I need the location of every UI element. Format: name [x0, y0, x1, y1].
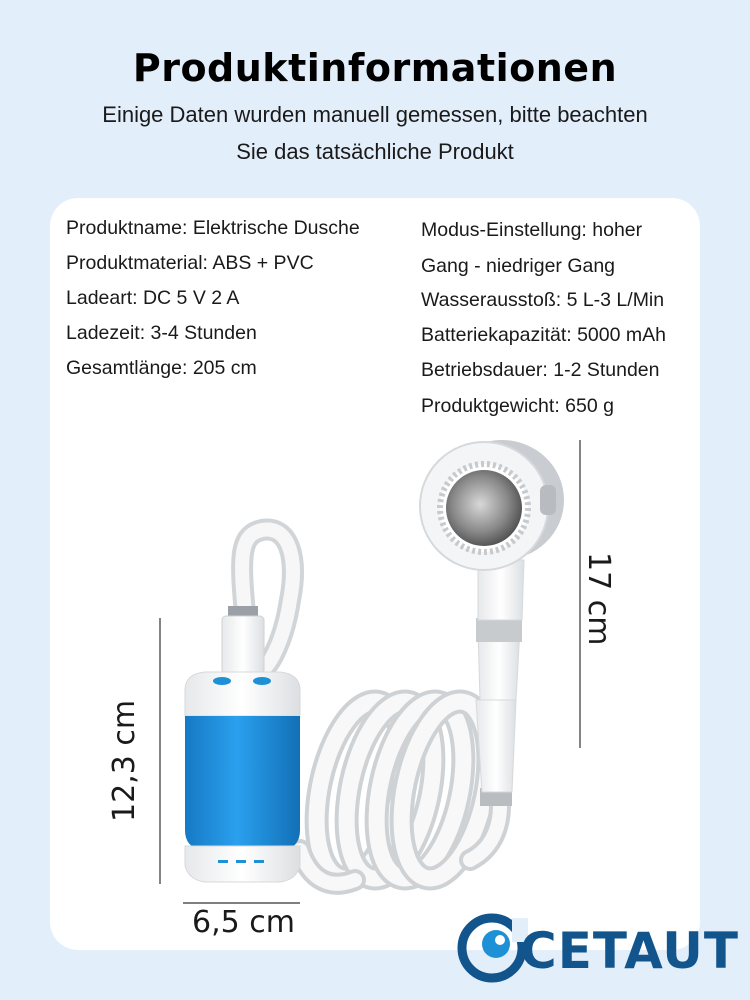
spec-total-length: Gesamtlänge: 205 cm — [66, 357, 257, 379]
subtitle-line-1: Einige Daten wurden manuell gemessen, bitte beachten — [102, 102, 648, 127]
page-title: Produktinformationen — [132, 46, 618, 90]
spec-charging-type: Ladeart: DC 5 V 2 A — [66, 287, 240, 309]
spec-operating-time: Betriebsdauer: 1-2 Stunden — [421, 359, 660, 381]
pump-connector — [222, 606, 264, 674]
spec-product-name: Produktname: Elektrische Dusche — [66, 217, 360, 239]
pump-width-label: 6,5 cm — [192, 905, 295, 940]
spec-weight: Produktgewicht: 650 g — [421, 395, 614, 417]
spec-battery-capacity: Batteriekapazität: 5000 mAh — [421, 324, 666, 346]
coiled-hose — [300, 694, 503, 887]
subtitle-line-2: Sie das tatsächliche Produkt — [236, 139, 514, 164]
head-height-label: 17 cm — [581, 552, 616, 646]
pump-body — [185, 672, 300, 882]
cetaut-logo-mark — [462, 918, 528, 978]
spec-charging-time: Ladezeit: 3-4 Stunden — [66, 322, 257, 344]
spec-mode-setting-cont: Gang - niedriger Gang — [421, 255, 616, 277]
brand-name: CETAUT — [520, 922, 739, 980]
pump-height-label: 12,3 cm — [107, 699, 142, 822]
spec-water-output: Wasserausstoß: 5 L-3 L/Min — [421, 289, 665, 311]
spec-material: Produktmaterial: ABS + PVC — [66, 252, 314, 274]
spec-mode-setting: Modus-Einstellung: hoher — [421, 219, 643, 241]
